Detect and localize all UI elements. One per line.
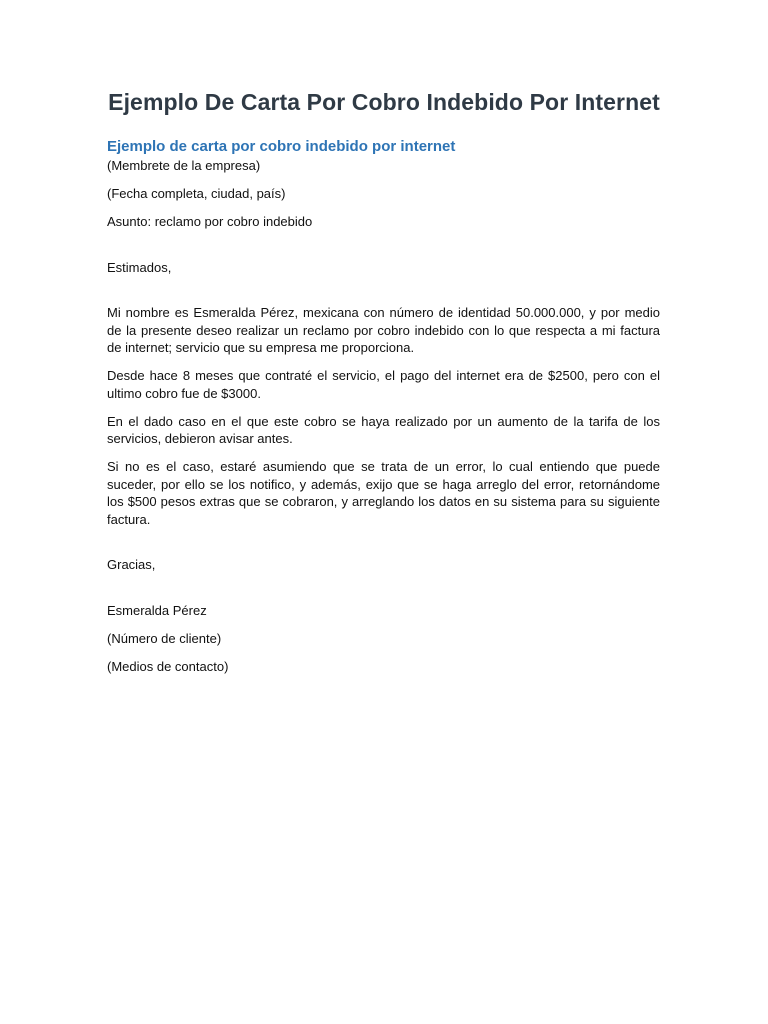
letter-body — [107, 157, 660, 686]
client-number: (Número de cliente) — [107, 630, 222, 646]
spacer — [107, 539, 660, 557]
signature-name: Esmeralda Pérez — [107, 602, 207, 618]
spacer — [107, 241, 660, 259]
spacer — [107, 287, 660, 305]
letter-heading: Ejemplo de carta por cobro indebido por internet — [107, 138, 456, 155]
body-paragraph: En el dado caso en el que este cobro se haya realizado por un aumento de la tarifa de los servicios, debieron avisar antes. — [107, 413, 660, 446]
body-paragraph: Desde hace 8 meses que contraté el servicio, el pago del internet era de $2500, pero con el ultimo cobro fue de $3000. — [107, 368, 660, 401]
body-paragraph: Mi nombre es Esmeralda Pérez, mexicana con número de identidad 50.000.000, y por medio de la presente deseo realizar un reclamo por cobro indebido con lo que respecta a mi factura de internet; servicio que su empresa me proporciona. — [107, 305, 660, 355]
date-line: (Fecha completa, ciudad, país) — [107, 186, 286, 201]
letterhead-placeholder: (Membrete de la empresa) — [107, 158, 261, 173]
subject-line: Asunto: reclamo por cobro indebido — [107, 214, 313, 229]
spacer — [107, 584, 660, 602]
contact-info: (Medios de contacto) — [107, 658, 229, 674]
body-paragraph: Si no es el caso, estaré asumiendo que se trata de un error, lo cual entiendo que puede suceder, por ello se los notifico, y además, exijo que se haga arreglo del error, retornándome los $500 pesos extras que se cobraron, y arreglando los datos en su sistema para su siguiente factura. — [107, 459, 660, 527]
greeting: Estimados, — [107, 259, 172, 275]
document-title: Ejemplo De Carta Por Cobro Indebido Por Internet — [108, 89, 660, 115]
closing: Gracias, — [107, 557, 156, 572]
